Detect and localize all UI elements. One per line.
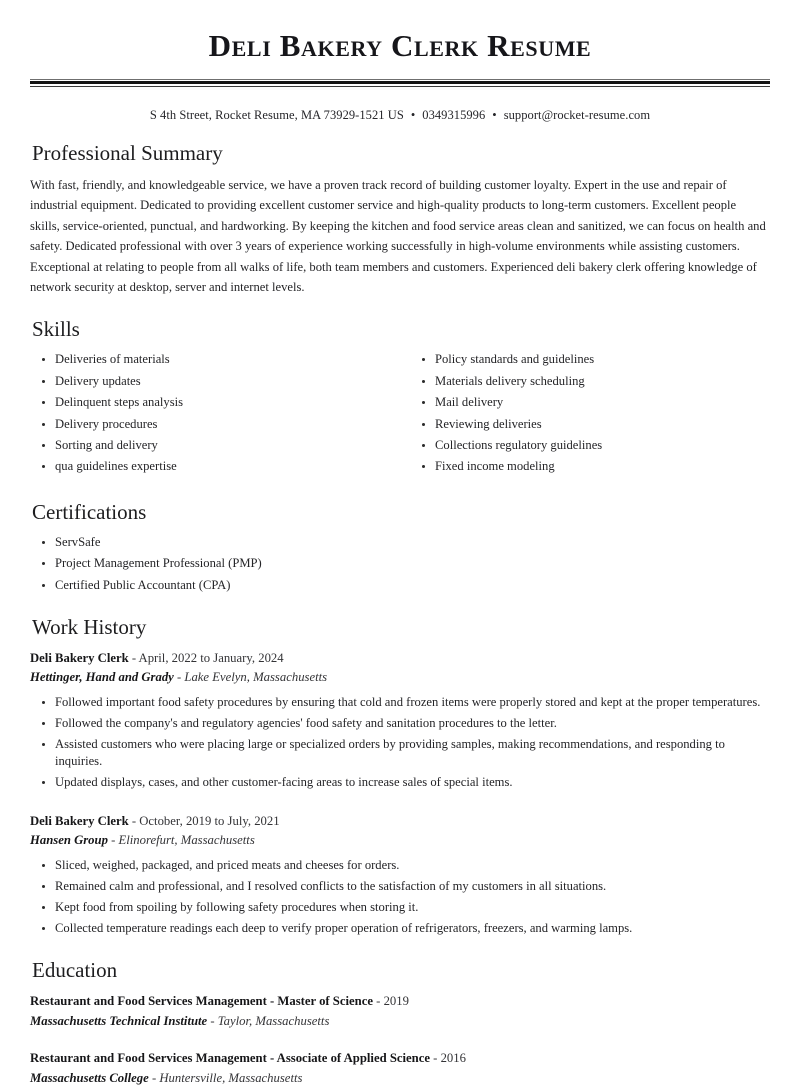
work-history-entry bbox=[30, 649, 770, 792]
job-company: Hansen Group bbox=[30, 833, 108, 848]
skills-column-left bbox=[30, 351, 400, 479]
divider-line-top bbox=[30, 79, 770, 80]
job-separator: - bbox=[173, 669, 185, 684]
header-divider bbox=[30, 79, 770, 87]
section-heading-summary: Professional Summary bbox=[32, 140, 223, 165]
skill-item: Delivery updates bbox=[30, 373, 400, 391]
education-school-line bbox=[30, 1012, 770, 1032]
job-responsibility-item: Remained calm and professional, and I resolved conflicts to the satisfaction of my customers in all situations. bbox=[30, 878, 770, 896]
skill-item: Reviewing deliveries bbox=[410, 416, 770, 434]
section-education bbox=[30, 958, 770, 1089]
certification-item: Project Management Professional (PMP) bbox=[30, 555, 770, 573]
job-location: Elinorefurt, Massachusetts bbox=[118, 833, 255, 848]
job-title-line bbox=[30, 812, 770, 831]
contact-email: support@rocket-resume.com bbox=[503, 107, 651, 122]
job-dates: April, 2022 to January, 2024 bbox=[138, 650, 284, 665]
job-responsibility-item: Assisted customers who were placing large or specialized orders by providing samples, making recommendations, and responding to inquiries. bbox=[30, 736, 770, 772]
section-professional-summary bbox=[30, 141, 770, 298]
skill-item: Policy standards and guidelines bbox=[410, 351, 770, 369]
divider-line-bottom bbox=[30, 86, 770, 87]
education-entry bbox=[30, 992, 770, 1031]
job-dates: October, 2019 to July, 2021 bbox=[139, 814, 280, 829]
skill-item: Delivery procedures bbox=[30, 416, 400, 434]
education-program: Restaurant and Food Services Management - Associate of Applied Science bbox=[30, 1051, 430, 1066]
education-separator: - bbox=[207, 1013, 218, 1028]
contact-info bbox=[30, 108, 770, 123]
job-separator: - bbox=[128, 814, 140, 829]
certification-item: ServSafe bbox=[30, 534, 770, 552]
education-entries bbox=[30, 992, 770, 1089]
skill-item: Sorting and delivery bbox=[30, 437, 400, 455]
education-year: 2016 bbox=[440, 1051, 466, 1066]
education-entry bbox=[30, 1049, 770, 1088]
job-responsibility-item: Kept food from spoiling by following safety procedures when storing it. bbox=[30, 899, 770, 917]
job-company-line bbox=[30, 831, 770, 850]
contact-separator-2: • bbox=[492, 107, 497, 122]
contact-address: S 4th Street, Rocket Resume, MA 73929-1521 US bbox=[149, 107, 404, 122]
page-title: Deli Bakery Clerk Resume bbox=[208, 28, 592, 63]
skill-item: qua guidelines expertise bbox=[30, 458, 400, 476]
summary-paragraph: With fast, friendly, and knowledgeable service, we have a proven track record of building customer loyalty. Expert in the use and repair of industrial equipment. Dedicated to providing excellent customer service and high-quality products to long-term customers. Excellent people skills, service-oriented, punctual, and hardworking. By keeping the kitchen and food service areas clean and sanitized, we can focus on health and safety. Dedicated professional with over 3 years of experience working successfully in high-volume environments while assisting customers. Exceptional at relating to people from all walks of life, both team members and customers. Experienced deli bakery clerk offering knowledge of network security at desktop, server and internet levels. bbox=[30, 177, 766, 294]
certification-item: Certified Public Accountant (CPA) bbox=[30, 577, 770, 595]
contact-separator-1: • bbox=[410, 107, 416, 122]
skills-list-right bbox=[410, 351, 770, 476]
job-responsibility-item: Sliced, weighed, packaged, and priced meats and cheeses for orders. bbox=[30, 857, 770, 875]
education-separator: - bbox=[429, 1051, 441, 1066]
section-heading-education: Education bbox=[32, 957, 118, 982]
skill-item: Mail delivery bbox=[410, 394, 770, 412]
job-title-line bbox=[30, 649, 770, 668]
skill-item: Materials delivery scheduling bbox=[410, 373, 770, 391]
contact-phone: 0349315996 bbox=[422, 107, 486, 122]
job-company: Hettinger, Hand and Grady bbox=[30, 669, 174, 684]
job-separator: - bbox=[107, 833, 119, 848]
job-responsibility-item: Followed important food safety procedures by ensuring that cold and frozen items were properly stored and kept at the proper temperatures. bbox=[30, 694, 770, 712]
job-separator: - bbox=[128, 650, 139, 665]
education-degree-line bbox=[30, 1049, 770, 1069]
certifications-list bbox=[30, 534, 770, 595]
work-history-entry bbox=[30, 812, 770, 938]
education-year: 2019 bbox=[383, 993, 409, 1008]
job-location: Lake Evelyn, Massachusetts bbox=[184, 669, 328, 684]
skills-list-left bbox=[30, 351, 400, 476]
job-company-line bbox=[30, 668, 770, 687]
divider-line-thick bbox=[30, 81, 770, 84]
job-responsibility-list bbox=[30, 857, 770, 938]
section-skills bbox=[30, 317, 770, 479]
education-separator: - bbox=[372, 993, 384, 1008]
job-responsibility-item: Updated displays, cases, and other customer-facing areas to increase sales of special items. bbox=[30, 774, 770, 792]
section-heading-skills: Skills bbox=[32, 317, 80, 342]
job-responsibility-list bbox=[30, 694, 770, 792]
skills-column-right bbox=[400, 351, 770, 479]
skill-item: Collections regulatory guidelines bbox=[410, 437, 770, 455]
section-heading-certifications: Certifications bbox=[32, 499, 147, 524]
education-degree-line bbox=[30, 992, 770, 1012]
education-location: Huntersville, Massachusetts bbox=[159, 1071, 303, 1086]
section-work-history bbox=[30, 615, 770, 938]
education-separator: - bbox=[148, 1071, 160, 1086]
skill-item: Delinquent steps analysis bbox=[30, 394, 400, 412]
job-role: Deli Bakery Clerk bbox=[30, 650, 129, 665]
section-certifications bbox=[30, 500, 770, 595]
job-role: Deli Bakery Clerk bbox=[30, 814, 129, 829]
education-program: Restaurant and Food Services Management - Master of Science bbox=[30, 993, 373, 1008]
skill-item: Fixed income modeling bbox=[410, 458, 770, 476]
work-history-entries bbox=[30, 649, 770, 938]
section-heading-work-history: Work History bbox=[32, 614, 147, 639]
education-school-line bbox=[30, 1069, 770, 1089]
education-school: Massachusetts Technical Institute bbox=[30, 1013, 208, 1028]
skills-columns bbox=[30, 351, 770, 479]
job-responsibility-item: Collected temperature readings each deep to verify proper operation of refrigerators, freezers, and warming lamps. bbox=[30, 920, 770, 938]
education-school: Massachusetts College bbox=[30, 1071, 149, 1086]
job-responsibility-item: Followed the company's and regulatory agencies' food safety and sanitation procedures to the letter. bbox=[30, 715, 770, 733]
skill-item: Deliveries of materials bbox=[30, 351, 400, 369]
education-location: Taylor, Massachusetts bbox=[217, 1013, 330, 1028]
